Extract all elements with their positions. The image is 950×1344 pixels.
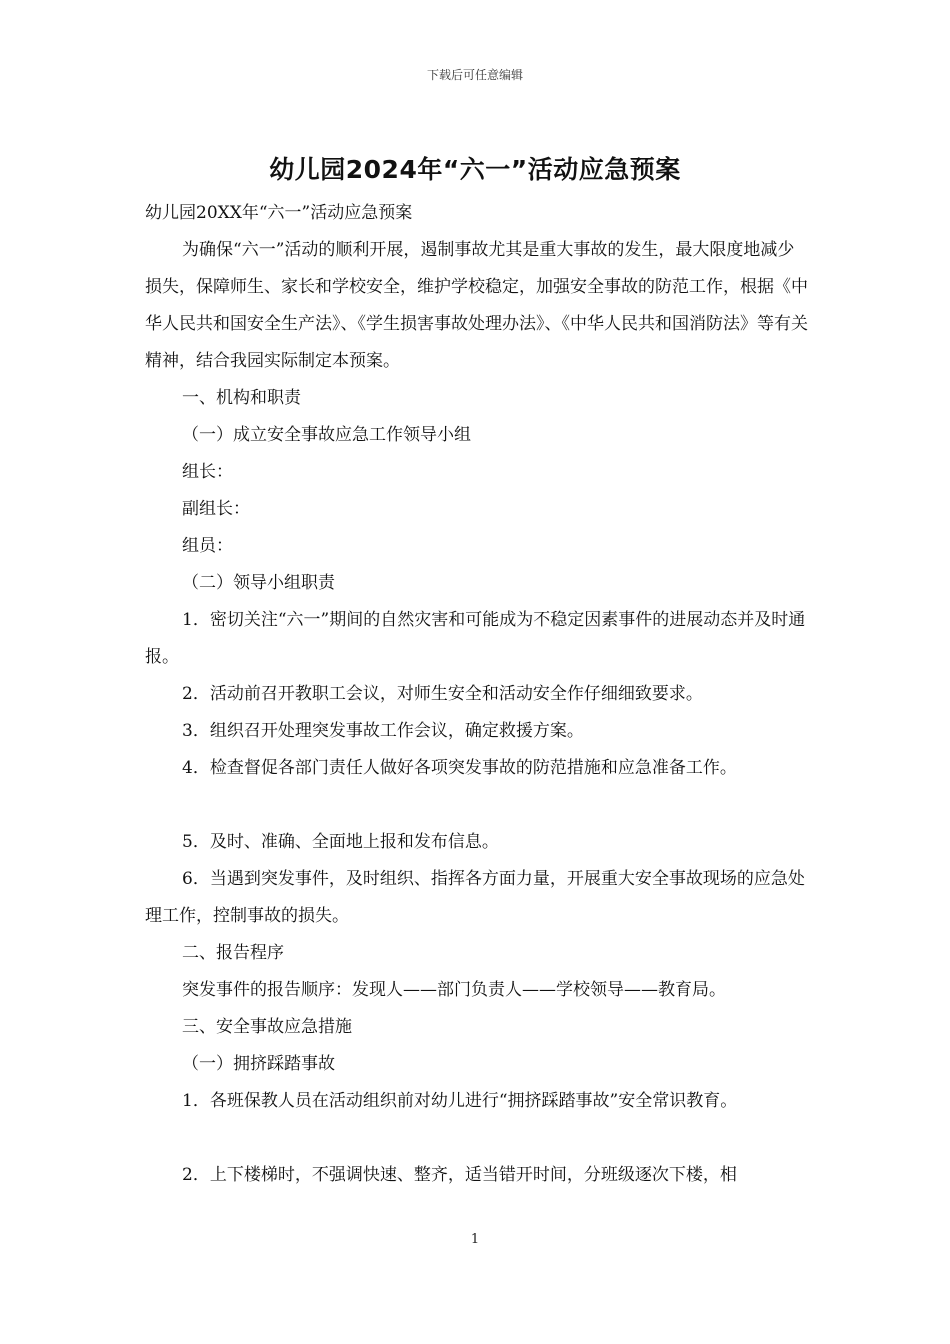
section-heading-3: 三、安全事故应急措施 [182, 1017, 352, 1037]
subsection-heading: （一）拥挤踩踏事故 [182, 1054, 335, 1074]
member-line: 组员： [182, 536, 233, 556]
spacer [145, 1120, 810, 1157]
document-subtitle: 幼儿园20XX年“六一”活动应急预案 [145, 203, 413, 223]
deputy-leader-line: 副组长： [182, 499, 250, 519]
report-order-paragraph: 突发事件的报告顺序：发现人——部门负责人——学校领导——教育局。 [182, 980, 726, 1000]
intro-paragraph: 为确保“六一”活动的顺利开展，遏制事故尤其是重大事故的发生，最大限度地减少损失，保障师生、家长和学校安全，维护学校稳定，加强安全事故的防范工作，根据《中华人民共和国安全生产法》、《学生损害事故处理办法》、《中华人民共和国消防法》等有关精神，结合我园实际制定本预案。 [145, 240, 808, 371]
subsection-heading: （二）领导小组职责 [182, 573, 335, 593]
list-item: 6．当遇到突发事件，及时组织、指挥各方面力量，开展重大安全事故现场的应急处理工作，控制事故的损失。 [145, 869, 805, 926]
list-item: 1．各班保教人员在活动组织前对幼儿进行“拥挤踩踏事故”安全常识教育。 [182, 1091, 738, 1111]
section-heading-1: 一、机构和职责 [182, 388, 301, 408]
list-item: 5．及时、准确、全面地上报和发布信息。 [182, 832, 499, 852]
header-note: 下载后可任意编辑 [426, 68, 523, 82]
spacer [145, 787, 810, 824]
list-item: 1．密切关注“六一”期间的自然灾害和可能成为不稳定因素事件的进展动态并及时通报。 [145, 610, 806, 667]
list-item: 4．检查督促各部门责任人做好各项突发事故的防范措施和应急准备工作。 [182, 758, 737, 778]
list-item: 2．活动前召开教职工会议，对师生安全和活动安全作仔细细致要求。 [182, 684, 703, 704]
list-item: 3．组织召开处理突发事故工作会议，确定救援方案。 [182, 721, 584, 741]
page-number: 1 [470, 1232, 480, 1247]
section-heading-2: 二、报告程序 [182, 943, 284, 963]
subsection-heading: （一）成立安全事故应急工作领导小组 [182, 425, 471, 445]
list-item: 2．上下楼梯时，不强调快速、整齐，适当错开时间，分班级逐次下楼，相 [182, 1165, 737, 1185]
leader-line: 组长： [182, 462, 233, 482]
document-body [145, 195, 810, 1194]
document-title: 幼儿园2024年“六一”活动应急预案 [269, 155, 681, 184]
